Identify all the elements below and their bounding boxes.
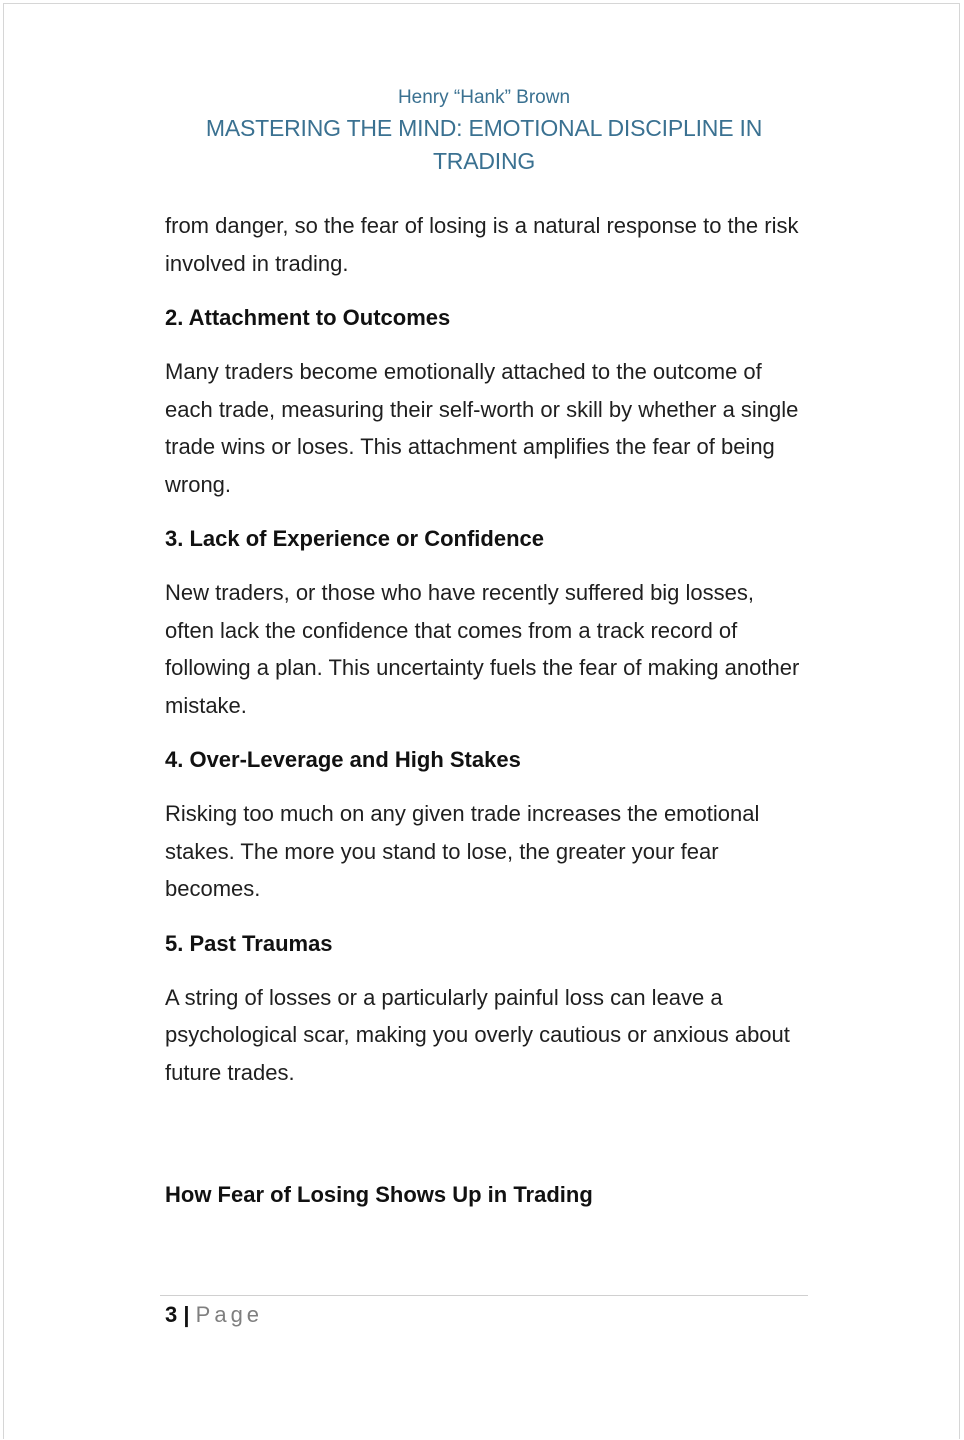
- page-separator: |: [183, 1302, 190, 1327]
- section-heading-traumas: 5. Past Traumas: [165, 930, 333, 956]
- section-text-traumas: A string of losses or a particularly painful loss can leave a psychological scar, making you overly cautious or anxious about future trades.: [165, 984, 790, 1085]
- header-author: Henry “Hank” Brown: [397, 87, 571, 108]
- section-heading-experience: 3. Lack of Experience or Confidence: [165, 526, 545, 551]
- page-label: Page: [195, 1302, 264, 1327]
- footer-divider: [160, 1295, 808, 1296]
- section-text-attachment: Many traders become emotionally attached to the outcome of each trade, measuring their self-worth or skill by whether a single trade wins or loses. This attachment amplifies the fear of being wrong.: [165, 359, 799, 497]
- header-title: MASTERING THE MIND: EMOTIONAL DISCIPLINE IN TRADING: [205, 115, 763, 174]
- section-text-leverage: Risking too much on any given trade increases the emotional stakes. The more you stand to lose, the greater your fear becomes.: [165, 801, 760, 901]
- section-text-experience: New traders, or those who have recently suffered big losses, often lack the confidence that comes from a track record of following a plan. This uncertainty fuels the fear of making another mistake.: [165, 580, 800, 718]
- section-heading-leverage: 4. Over-Leverage and High Stakes: [165, 747, 521, 772]
- next-section-heading: How Fear of Losing Shows Up in Trading: [165, 1182, 593, 1207]
- section-heading-attachment: 2. Attachment to Outcomes: [165, 305, 451, 330]
- page-number: 3: [165, 1302, 178, 1327]
- page-footer: [165, 1300, 263, 1330]
- continuation-paragraph: from danger, so the fear of losing is a natural response to the risk involved in trading.: [165, 213, 799, 276]
- page-body: [165, 207, 805, 1108]
